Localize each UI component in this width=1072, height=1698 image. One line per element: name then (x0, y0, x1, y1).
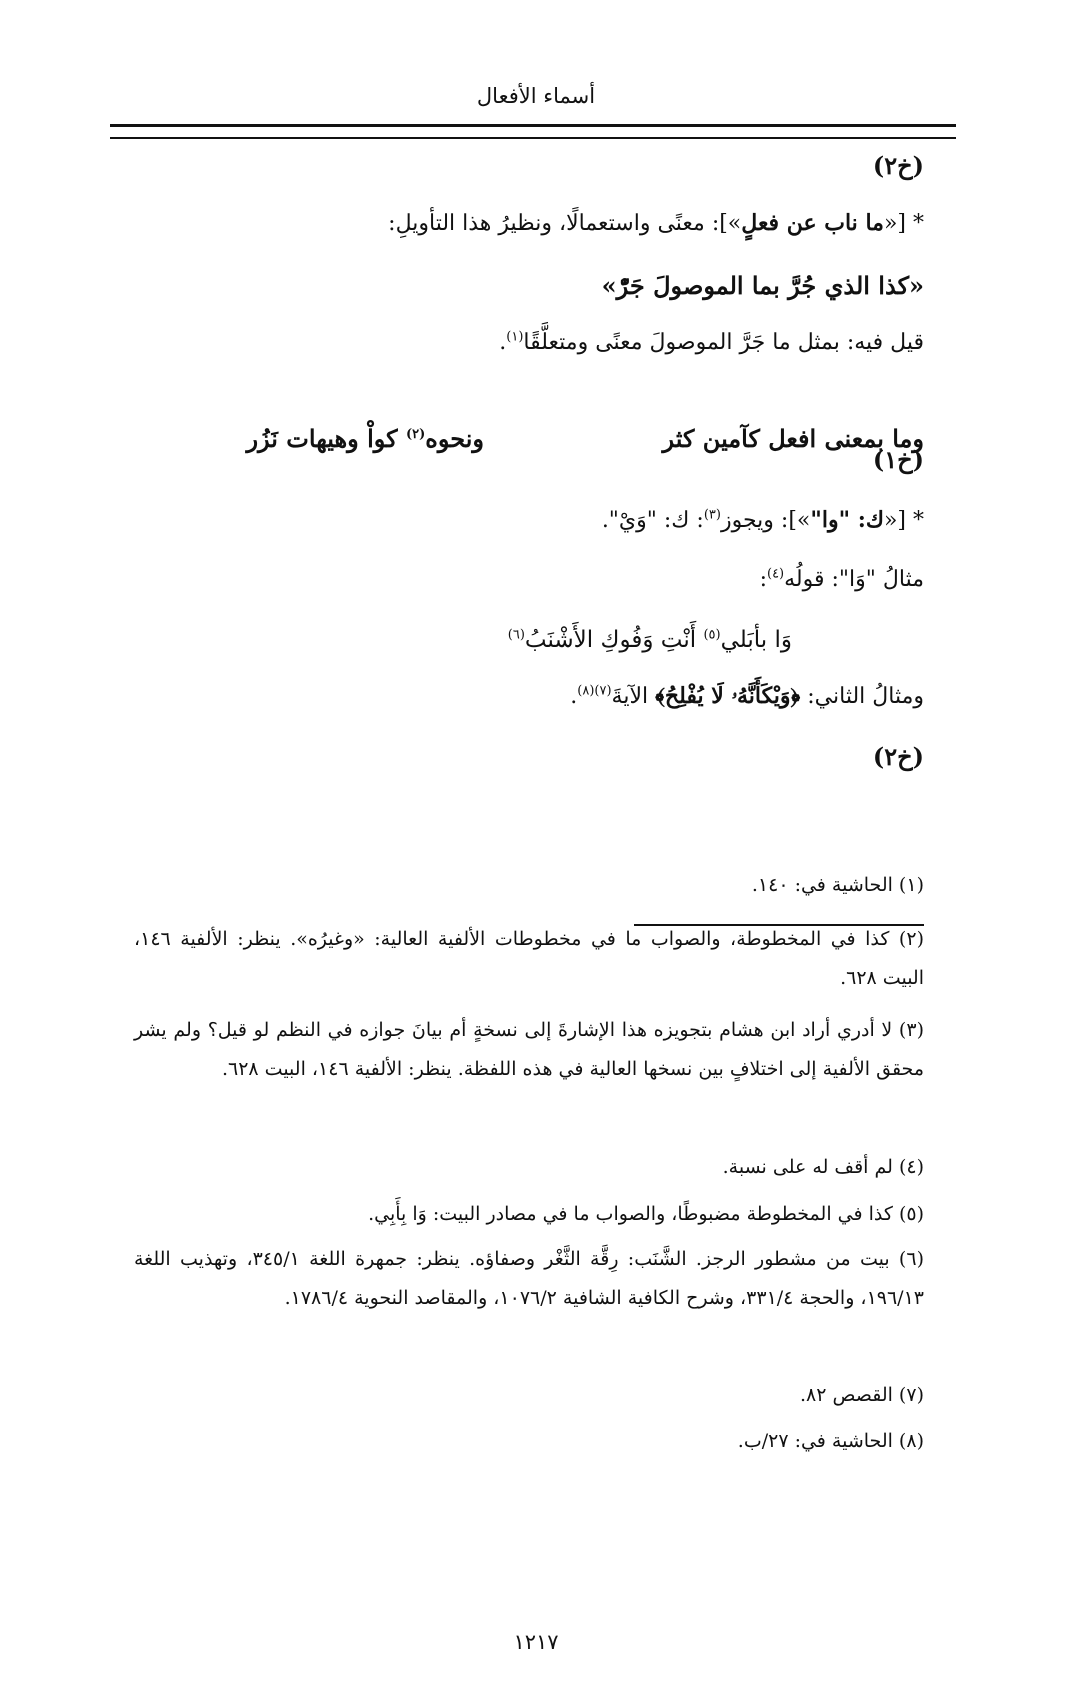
line1-prefix: * [« (883, 211, 924, 236)
footnote-6: (٦) بيت من مشطور الرجز. الشَّنَب: رِقَّة الثَّغْر وصفاؤه. ينظر: جمهرة اللغة ٣٤٥/١، وتهذيب اللغة ١٩٦/١٣، والحجة ٣٣١/٤، وشرح الكافية الشافية ١٠٧٦/٢، والمقاصد النحوية ١٧٨٦/٤. (134, 1248, 924, 1309)
line1-suffix: »]: معنًى واستعمالًا، ونظيرُ هذا التأويلِ: (388, 211, 742, 236)
footnote-ref-5: (٥) (703, 627, 721, 643)
commentary-line-5 (602, 507, 924, 534)
line8-after: الآيةَ (611, 684, 656, 709)
verse-h2-a: ونحوه (425, 424, 484, 453)
line5-suffix: : ك: "وَيْ". (601, 508, 704, 533)
line5-prefix: * [« (883, 508, 924, 533)
line8-end: . (570, 684, 578, 709)
manuscript-marker-a: (خ٢) (872, 151, 924, 180)
commentary-line-1 (388, 210, 924, 237)
line3-end: . (499, 330, 507, 355)
quran-quote: ﴿وَيْكَأَنَّهُۥ لَا يُفْلِحُ﴾ (655, 683, 801, 709)
footnote-2: (٢) كذا في المخطوطة، والصواب ما في مخطوطات الألفية العالية: «وغيرُه». ينظر: الألفية ١٤٦، البيت ٦٢٨. (134, 928, 924, 989)
quoted-verse: «كذا الذي جُرَّ بما الموصولَ جَرّْ» (601, 271, 924, 300)
verse-first-hemistich: وما بمعنى افعل كآمين كثر (662, 424, 924, 453)
line6-text: مثالُ "وَا": قولُه (784, 567, 924, 592)
poem-part-b: أَنْتِ وَفُوكِ الأَشْنَبُ (524, 627, 697, 653)
line1-lemma: ما ناب عن فعلٍ (741, 210, 884, 236)
manuscript-marker-c: (خ٢) (872, 742, 924, 771)
manuscript-marker-b: (خ١) (872, 445, 924, 474)
verse-h2-b: كواْ وهيهات نَزُر (246, 424, 398, 453)
line6-end: : (759, 567, 767, 592)
footnote-ref-7-8: (٧)(٨) (577, 683, 612, 699)
footnote-ref-6: (٦) (507, 627, 525, 643)
commentary-line-6 (760, 567, 924, 593)
page-number: ١٢١٧ (513, 1630, 559, 1654)
footnote-4: (٤) لم أقف له على نسبة. (722, 1156, 924, 1178)
footnote-ref-1: (١) (506, 329, 524, 345)
footnote-3: (٣) لا أدري أراد ابن هشام بتجويزه هذا الإشارةَ إلى نسخةٍ أم بيانَ جوازه في النظم لو قيل؟ ولم يشر محقق الألفية إلى اختلافٍ بين نسخها العالية في هذه اللفظة. ينظر: الألفية ١٤٦، البيت ٦٢٨. (134, 1019, 924, 1080)
footnote-ref-2: (٢) (405, 427, 426, 442)
commentary-line-8 (570, 683, 924, 710)
poem-part-a: وَا بأبَلي (720, 627, 792, 653)
line5-mid: »]: ويجوز (720, 508, 811, 533)
line8-text: ومثالُ الثاني: (800, 684, 924, 709)
running-title: أسماء الأفعال (476, 84, 596, 108)
footnote-8: (٨) الحاشية في: ٢٧/ب. (737, 1430, 924, 1452)
footnote-7: (٧) القصص ٨٢. (799, 1384, 924, 1406)
line3-text: قيل فيه: بمثل ما جَرَّ الموصولَ معنًى ومتعلَّقًا (523, 330, 924, 355)
verse-second-hemistich (246, 424, 484, 453)
header-rule-thick (110, 124, 956, 127)
footnote-ref-3: (٣) (703, 507, 721, 523)
header-rule-thin (110, 137, 956, 139)
footnote-1: (١) الحاشية في: ١٤٠. (751, 874, 924, 896)
poem-line (508, 627, 792, 653)
footnote-ref-4: (٤) (766, 566, 785, 582)
commentary-line-3 (499, 330, 924, 356)
footnote-5: (٥) كذا في المخطوطة مضبوطًا، والصواب ما في مصادر البيت: وَا بِأَبِي. (368, 1203, 924, 1225)
line5-lemma: ك: "وا" (810, 507, 884, 533)
